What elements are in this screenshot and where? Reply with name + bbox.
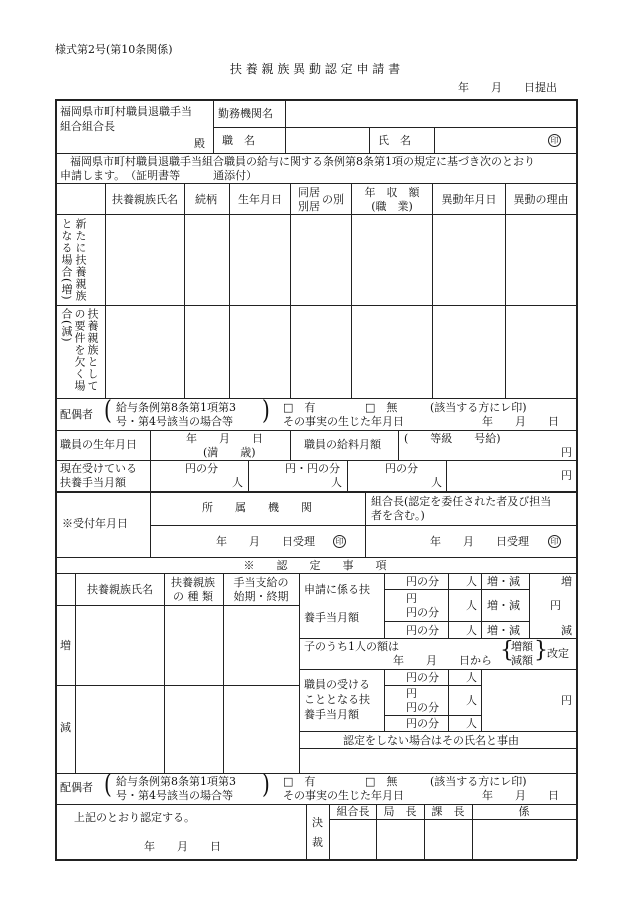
current-part1: 円の分 [185, 462, 218, 475]
req-yen-2: 円 [406, 592, 417, 605]
col-cohabit-1: 同居 [298, 186, 320, 199]
child-line-1: 子のうち1人の額は [304, 640, 399, 653]
col-birthdate: 生年月日 [238, 193, 282, 206]
agency-seal-icon: 印 [333, 535, 346, 548]
paren-left-icon: ( [104, 394, 112, 426]
recv-person-2: 人 [466, 694, 477, 707]
current-label-1: 現在受けている [60, 462, 137, 475]
spouse-label: 配偶者 [60, 408, 93, 421]
row-add-label-a: 新たに扶養親族 [74, 218, 87, 302]
rec-col-start-2: 始期・終期 [233, 590, 289, 603]
req-incdec-3[interactable]: 増・減 [487, 624, 520, 637]
req-incdec-2[interactable]: 増・減 [487, 599, 520, 612]
employee-birth-value[interactable]: 年 月 日 [186, 432, 263, 445]
rec-col-type-1: 扶養親族 [171, 576, 215, 589]
recv-yen-for-3: 円の分 [406, 717, 439, 730]
spouse2-yes-checkbox[interactable]: □ 有 [283, 775, 316, 788]
certified-date[interactable]: 年 月 日 [144, 840, 221, 853]
submission-date[interactable]: 年 月 日提出 [458, 81, 557, 94]
spouse2-label: 配偶者 [60, 781, 93, 794]
spouse-date-label: その事実の生じた年月日 [283, 415, 404, 428]
decision-label-1: 決 [312, 816, 323, 829]
current-yen: 円 [561, 469, 572, 482]
decision-label-2: 裁 [312, 836, 323, 849]
statement-line2: 申請します。 （証明書等 通添付） [60, 169, 258, 182]
rec-col-start-1: 手当支給の [233, 576, 289, 589]
paren2-right-icon: ) [262, 768, 270, 800]
employee-birth-label: 職員の生年月日 [60, 438, 137, 451]
spouse-note: (該当する方にレ印) [430, 401, 527, 414]
spouse-date-value[interactable]: 年 月 日 [482, 415, 559, 428]
spouse-cond-1: 給与条例第8条第1項第3 [116, 401, 236, 414]
recv-label-2: こととなる扶 [304, 693, 370, 706]
brace-left-icon: { [500, 638, 514, 663]
spouse-no-checkbox[interactable]: □ 無 [365, 401, 398, 414]
req-label-2: 養手当月額 [304, 611, 359, 624]
col-change-reason: 異動の理由 [513, 193, 569, 206]
union-seal-icon: 印 [548, 535, 561, 548]
recv-yen-for-2: 円の分 [406, 701, 439, 714]
spouse-yes-checkbox[interactable]: □ 有 [283, 401, 316, 414]
addressee-line1: 福岡県市町村職員退職手当 [60, 105, 192, 118]
form-number: 様式第2号(第10条関係) [55, 43, 173, 56]
child-revise: 改定 [547, 647, 569, 660]
statement-line1: 福岡県市町村職員退職手当組合職員の給与に関する条例第8条第1項の規定に基づき次のとおり [70, 155, 535, 168]
row-remove-label-c: 合(減) [60, 308, 73, 343]
applicant-seal-icon: 印 [548, 134, 561, 147]
rec-row-increase: 増 [60, 639, 71, 652]
recv-total-yen: 円 [561, 694, 572, 707]
recv-label-1: 職員の受ける [304, 678, 370, 691]
paren2-left-icon: ( [104, 768, 112, 800]
recv-person-1: 人 [466, 671, 477, 684]
paren-right-icon: ) [262, 394, 270, 426]
req-yen-for-1: 円の分 [406, 575, 439, 588]
current-part2-person: 人 [331, 476, 342, 489]
col-dependent-name: 扶養親族氏名 [112, 193, 178, 206]
req-side-yen: 円 [550, 599, 561, 612]
recv-yen-2: 円 [406, 687, 417, 700]
rec-row-decrease: 減 [60, 721, 71, 734]
spouse2-no-checkbox[interactable]: □ 無 [365, 775, 398, 788]
employee-grade-value[interactable]: ( 等級 号給) [404, 432, 501, 445]
col-cohabit-2: 別居 [298, 200, 320, 213]
current-part3: 円の分 [385, 462, 418, 475]
spouse2-cond-1: 給与条例第8条第1項第3 [116, 775, 236, 788]
rec-col-name: 扶養親族氏名 [87, 583, 153, 596]
col-change-date: 異動年月日 [441, 193, 497, 206]
spouse2-date-value[interactable]: 年 月 日 [482, 789, 559, 802]
req-side-increase: 増 [561, 575, 572, 588]
recv-yen-for-1: 円の分 [406, 671, 439, 684]
child-line-2[interactable]: 年 月 日から [393, 654, 492, 667]
current-part2: 円・円の分 [285, 462, 340, 475]
name-label: 氏 名 [378, 134, 411, 147]
row-add-label-b: となる場合(増) [60, 218, 73, 301]
brace-right-icon: } [534, 638, 548, 663]
spouse2-note: (該当する方にレ印) [430, 775, 527, 788]
col-cohabit-3: の別 [322, 193, 344, 206]
recognition-title: ※ 認 定 事 項 [243, 559, 387, 572]
employee-age-value[interactable]: (満 歳) [203, 446, 256, 459]
honorific: 殿 [194, 137, 205, 150]
row-remove-label-b: の要件を欠く場 [73, 308, 86, 392]
recv-label-3: 養手当月額 [304, 708, 359, 721]
reception-label: ※受付年月日 [62, 517, 128, 530]
reception-agency-date[interactable]: 年 月 日受理 [216, 535, 315, 548]
employee-salary-label: 職員の給料月額 [304, 438, 381, 451]
child-increase: 増額 [511, 640, 533, 653]
recv-person-3: 人 [466, 717, 477, 730]
employee-salary-yen: 円 [561, 446, 572, 459]
approver-head: 組合長 [336, 805, 370, 818]
office-label: 勤務機関名 [218, 107, 273, 120]
col-relation: 続柄 [195, 193, 217, 206]
req-side-decrease: 減 [561, 624, 572, 637]
col-income-2: (職 業) [371, 200, 413, 213]
approver-section: 課 長 [431, 805, 465, 818]
child-decrease: 減額 [511, 654, 533, 667]
spouse2-cond-2: 号・第4号該当の場合等 [116, 789, 233, 802]
row-remove-label-a: 扶養親族として [86, 308, 99, 392]
form-title: 扶 養 親 族 異 動 認 定 申 請 書 [229, 62, 401, 76]
req-person-3: 人 [466, 624, 477, 637]
spouse-cond-2: 号・第4号該当の場合等 [116, 415, 233, 428]
spouse2-date-label: その事実の生じた年月日 [283, 789, 404, 802]
rec-col-type-2: の 種 類 [173, 590, 213, 603]
reception-union-date[interactable]: 年 月 日受理 [430, 535, 529, 548]
reception-union-2: 者を含む。) [371, 509, 425, 522]
current-part3-person: 人 [431, 476, 442, 489]
req-incdec-1[interactable]: 増・減 [487, 575, 520, 588]
addressee-line2: 組合組合長 [60, 120, 115, 133]
col-income-1: 年 収 額 [364, 186, 420, 199]
position-label: 職 名 [222, 134, 255, 147]
reception-agency: 所 属 機 関 [202, 501, 312, 514]
certified-text: 上記のとおり認定する。 [74, 811, 195, 824]
req-person-1: 人 [466, 575, 477, 588]
req-label-1: 申請に係る扶 [304, 583, 370, 596]
req-yen-for-3: 円の分 [406, 624, 439, 637]
current-part1-person: 人 [232, 476, 243, 489]
reception-union-1: 組合長(認定を委任された者及び担当 [371, 495, 552, 508]
approver-director: 局 長 [383, 805, 417, 818]
current-label-2: 扶養手当月額 [60, 476, 126, 489]
req-person-2: 人 [466, 599, 477, 612]
req-yen-for-2: 円の分 [406, 606, 439, 619]
not-recognized-label: 認定をしない場合はその氏名と事由 [343, 734, 519, 747]
approver-staff: 係 [518, 805, 530, 818]
